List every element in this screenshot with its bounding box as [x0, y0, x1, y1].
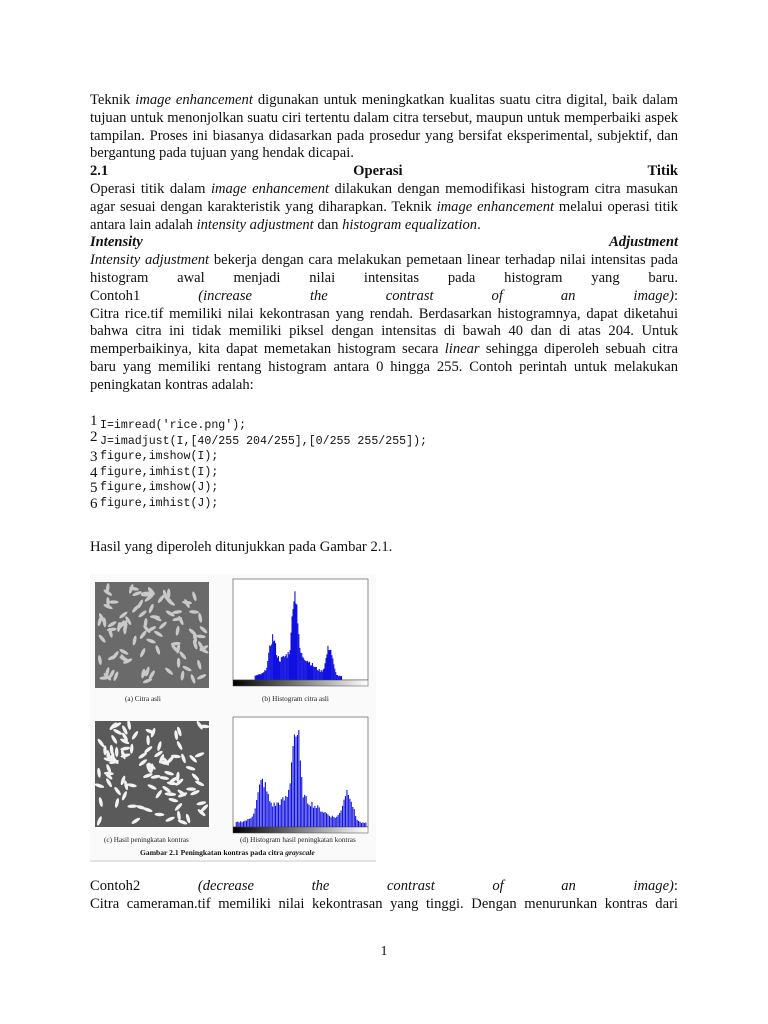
histogram-bar [264, 670, 265, 680]
histogram-bar [320, 672, 321, 680]
histogram-bar [346, 790, 347, 827]
histogram-bar [284, 657, 285, 680]
histogram-bar [268, 794, 269, 827]
histogram-bar [351, 802, 352, 827]
histogram-bar [261, 673, 262, 680]
page-number: 1 [380, 944, 388, 959]
histogram-bar [275, 643, 276, 680]
example-1-colon: : [673, 287, 678, 304]
histogram-bar [282, 797, 283, 827]
histogram-bar [275, 806, 276, 827]
histogram-bar [271, 644, 272, 680]
histogram-bar [328, 650, 329, 680]
histogram-bar [341, 811, 342, 828]
histogram-bar [272, 807, 273, 828]
histogram-bar [268, 653, 269, 680]
histogram-bar [253, 814, 254, 827]
histogram-bar [338, 676, 339, 680]
histogram-bar [309, 805, 310, 827]
caption-d: (d) Histogram hasil peningkatan kontras [240, 836, 356, 844]
histogram-bar [311, 665, 312, 680]
histogram-bar [320, 812, 321, 827]
intensity-adjustment-paragraph: Intensity adjustment bekerja dengan cara melakukan pemetaan linear terhadap nilai intensitas pada histogram awal menjadi nilai intensitas pada histogram yang baru. [90, 252, 678, 286]
histogram-bar [290, 783, 291, 827]
histogram-bar [321, 670, 322, 680]
histogram-bar [249, 819, 250, 827]
histogram-bar [336, 817, 337, 827]
histogram-bar [329, 816, 330, 827]
caption-b: (b) Histogram citra asli [262, 695, 329, 703]
histogram-bar [282, 657, 283, 680]
histogram-bar [300, 653, 301, 680]
histogram-bar [281, 657, 282, 680]
histogram-bar [341, 676, 342, 680]
histogram-bar [280, 662, 281, 680]
histogram-bar [277, 658, 278, 680]
example-2-word: of [492, 878, 504, 894]
histogram-bar [259, 785, 260, 827]
histogram-bar [311, 802, 312, 827]
histogram-bar [278, 656, 279, 680]
code-line: 4 figure,imhist(I); [90, 464, 219, 481]
histogram-bar [297, 735, 298, 827]
histogram-bar [278, 803, 279, 827]
histogram-bar [327, 814, 328, 827]
histogram-bar [317, 805, 318, 827]
histogram-bar [304, 795, 305, 827]
histogram-bar [265, 782, 266, 827]
rice-description-paragraph: Citra rice.tif memiliki nilai kekontrasan yang rendah. Berdasarkan histogramnya, dapat diketahui bahwa citra ini tidak memiliki piksel dengan intensitas di bawah 40 dan di atas 204. Untuk memperbaikinya, kita dapat memetakan histogram secara linear sehingga diperoleh sebuah citra baru yang memiliki rentang histogram antara 0 hingga 255. Contoh perintah untuk melakukan peningkatan kontras adalah: [90, 305, 679, 393]
histogram-bar [267, 661, 268, 680]
example-1-word: an [560, 287, 576, 304]
example-1-word: contrast [385, 287, 434, 304]
histogram-bar [325, 663, 326, 680]
histogram-bar [314, 806, 315, 827]
histogram-bar [338, 815, 339, 827]
figure-caption: Gambar 2.1 Peningkatan kontras pada citra grayscale [140, 848, 315, 857]
histogram-bar [258, 675, 259, 680]
histogram-bar [287, 797, 288, 827]
histogram-bar [322, 812, 323, 827]
histogram-bar [352, 807, 353, 827]
histogram-bar [259, 674, 260, 680]
caption-c: (c) Hasil peningkatan kontras [104, 836, 189, 844]
histogram-bar [307, 804, 308, 828]
code-listing [90, 413, 590, 512]
histogram-bar [357, 820, 358, 827]
histogram-bar [266, 791, 267, 827]
code-line: 6 figure,imhist(J); [90, 495, 219, 512]
histogram-bar [294, 735, 295, 828]
subsection-word-2: Adjustment [609, 234, 678, 251]
rice-grain [109, 600, 119, 603]
histogram-bar [317, 670, 318, 680]
point-operation-paragraph: Operasi titik dalam image enhancement dilakukan dengan memodifikasi histogram citra masukan agar sesuai dengan karakteristik yang diharapkan. Teknik image enhancement melalui operasi titik antara lain adalah intensity adjustment dan histogram equalization. [90, 180, 678, 233]
histogram-bar [324, 669, 325, 681]
histogram-bar [310, 806, 311, 827]
histogram-bar [318, 671, 319, 680]
histogram-bar [246, 821, 247, 827]
histogram-bar [256, 800, 257, 827]
histogram-bar [291, 633, 292, 680]
histogram-original [233, 579, 368, 686]
histogram-bar [279, 805, 280, 827]
histogram-bar [260, 674, 261, 680]
histogram-bar [277, 802, 278, 827]
example-2-word: an [561, 878, 576, 894]
histogram-bar [242, 822, 243, 827]
document-body [90, 92, 678, 395]
histogram-bar [244, 821, 245, 827]
example-2-title [90, 878, 678, 896]
figure-graphic [90, 574, 376, 862]
histogram-bar [263, 672, 264, 680]
histogram-bar [284, 800, 285, 827]
histogram-bar [307, 661, 308, 680]
histogram-bar [293, 602, 294, 681]
example-2-word: the [311, 878, 330, 894]
histogram-bar [290, 650, 291, 680]
histogram-bar [333, 817, 334, 827]
histogram-bar [281, 799, 282, 827]
histogram-bar [301, 777, 302, 827]
histogram-bar [322, 672, 323, 680]
histogram-bar [332, 816, 333, 827]
histogram-bar [261, 780, 262, 827]
histogram-bar [250, 818, 251, 827]
histogram-bar [326, 813, 327, 827]
intro-paragraph: Teknik image enhancement digunakan untuk meningkatkan kualitas suatu citra digital, baik dalam tujuan untuk menonjolkan suatu ciri tertentu dalam citra tersebut, maupun untuk memperbaiki aspek tampilan. Proses ini biasanya didasarkan pada prosedur yang bersifat eksperimental, subjektif, dan bergantung pada tujuan yang hendak dicapai. [90, 92, 678, 162]
histogram-bar [337, 675, 338, 680]
histogram-bar [330, 650, 331, 680]
histogram-bar [314, 667, 315, 680]
histogram-bar [306, 796, 307, 827]
code-line: 5 figure,imshow(J); [90, 480, 219, 497]
example-1-word: the [309, 287, 328, 304]
histogram-bar [345, 796, 346, 827]
example-2-colon: : [673, 878, 678, 894]
histogram-bar [239, 822, 240, 827]
histogram-bar [297, 623, 298, 680]
histogram-bar [285, 796, 286, 827]
histogram-bar [298, 730, 299, 827]
histogram-bar [291, 762, 292, 827]
histogram-bar [271, 803, 272, 827]
histogram-bar [331, 655, 332, 680]
histogram-bar [273, 641, 274, 680]
histogram-bar [252, 817, 253, 827]
example-1-title [90, 288, 678, 306]
histogram-bar [288, 652, 289, 680]
histogram-bar [258, 792, 259, 827]
histogram-bar [334, 669, 335, 680]
histogram-bar [243, 821, 244, 827]
histogram-bar [294, 591, 295, 680]
histogram-bar [270, 646, 271, 680]
example-2-word: (decrease [197, 878, 255, 894]
histogram-bar [298, 634, 299, 680]
histogram-bar [361, 823, 362, 827]
histogram-bar [325, 812, 326, 827]
example-1-word: (increase [198, 287, 252, 304]
histogram-bar [274, 641, 275, 680]
histogram-bar [360, 822, 361, 827]
code-line: 1 I=imread('rice.png'); [90, 413, 247, 432]
histogram-bar [355, 816, 356, 827]
histogram-bar [358, 821, 359, 827]
histogram-bar [342, 806, 343, 827]
section-title-word-1: Operasi [353, 163, 403, 180]
histogram-bar [365, 823, 366, 828]
histogram-bar [304, 660, 305, 680]
section-number: 2.1 [90, 163, 109, 180]
histogram-bar [344, 800, 345, 827]
histogram-bar [303, 797, 304, 827]
caption-a: (a) Citra asli [125, 695, 161, 703]
code-line: 2 J=imadjust(I,[40/255 204/255],[0/255 255/255]); [90, 428, 427, 448]
histogram-bar [310, 666, 311, 681]
example-1-label: Contoh1 [90, 287, 141, 304]
example-1-word: image) [633, 287, 674, 304]
histogram-bar [313, 666, 314, 680]
histogram-bar [236, 822, 237, 827]
figure-2-1 [90, 574, 376, 862]
histogram-bar [285, 656, 286, 680]
histogram-bar [333, 664, 334, 680]
histogram-bar [323, 813, 324, 827]
rice-grain [177, 658, 180, 668]
histogram-bar [305, 661, 306, 680]
histogram-bar [326, 654, 327, 680]
example-2-label: Contoh2 [90, 878, 141, 894]
histogram-bar [301, 653, 302, 680]
histogram-bar [364, 823, 365, 827]
histogram-bar [330, 817, 331, 827]
example-2-block [90, 878, 678, 914]
example-2-word: image) [633, 878, 674, 894]
histogram-bar [316, 808, 317, 827]
histogram-bar [340, 676, 341, 680]
code-line: 3 figure,imshow(I); [90, 449, 219, 466]
histogram-bar [257, 675, 258, 680]
histogram-bar [293, 746, 294, 827]
section-title-word-2: Titik [647, 163, 678, 180]
histogram-enhanced [233, 717, 368, 833]
subsection-word-1: Intensity [90, 234, 143, 251]
histogram-bar [319, 807, 320, 827]
histogram-bar [354, 809, 355, 827]
histogram-bar [269, 801, 270, 827]
histogram-bar [237, 822, 238, 828]
histogram-bar [262, 779, 263, 827]
histogram-bar [247, 819, 248, 827]
histogram-bar [263, 787, 264, 827]
result-sentence: Hasil yang diperoleh ditunjukkan pada Gambar 2.1. [90, 539, 393, 555]
histogram-bar [292, 616, 293, 680]
histogram-bar [295, 737, 296, 827]
histogram-bar [287, 658, 288, 680]
histogram-bar [240, 821, 241, 827]
histogram-bar [300, 760, 301, 827]
histogram-bar [339, 813, 340, 827]
histogram-bar [288, 790, 289, 827]
section-heading [90, 163, 678, 181]
histogram-bar [303, 658, 304, 680]
histogram-bar [313, 808, 314, 827]
histogram-bar [335, 818, 336, 827]
histogram-bar [308, 663, 309, 681]
histogram-bar [266, 668, 267, 680]
histogram-bar [336, 675, 337, 680]
histogram-bar [255, 808, 256, 827]
histogram-bar [362, 822, 363, 827]
example-1-word: of [491, 287, 503, 304]
cameraman-paragraph: Citra cameraman.tif memiliki nilai kekontrasan yang tinggi. Dengan menurunkan kontras dari [90, 895, 678, 912]
subsection-heading [90, 234, 678, 252]
histogram-bar [348, 795, 349, 827]
histogram-bar [296, 605, 297, 680]
histogram-bar [327, 646, 328, 680]
histogram-bar [255, 676, 256, 680]
example-2-word: contrast [386, 878, 435, 894]
histogram-bar [349, 799, 350, 827]
histogram-bar [315, 667, 316, 680]
histogram-bar [274, 803, 275, 827]
